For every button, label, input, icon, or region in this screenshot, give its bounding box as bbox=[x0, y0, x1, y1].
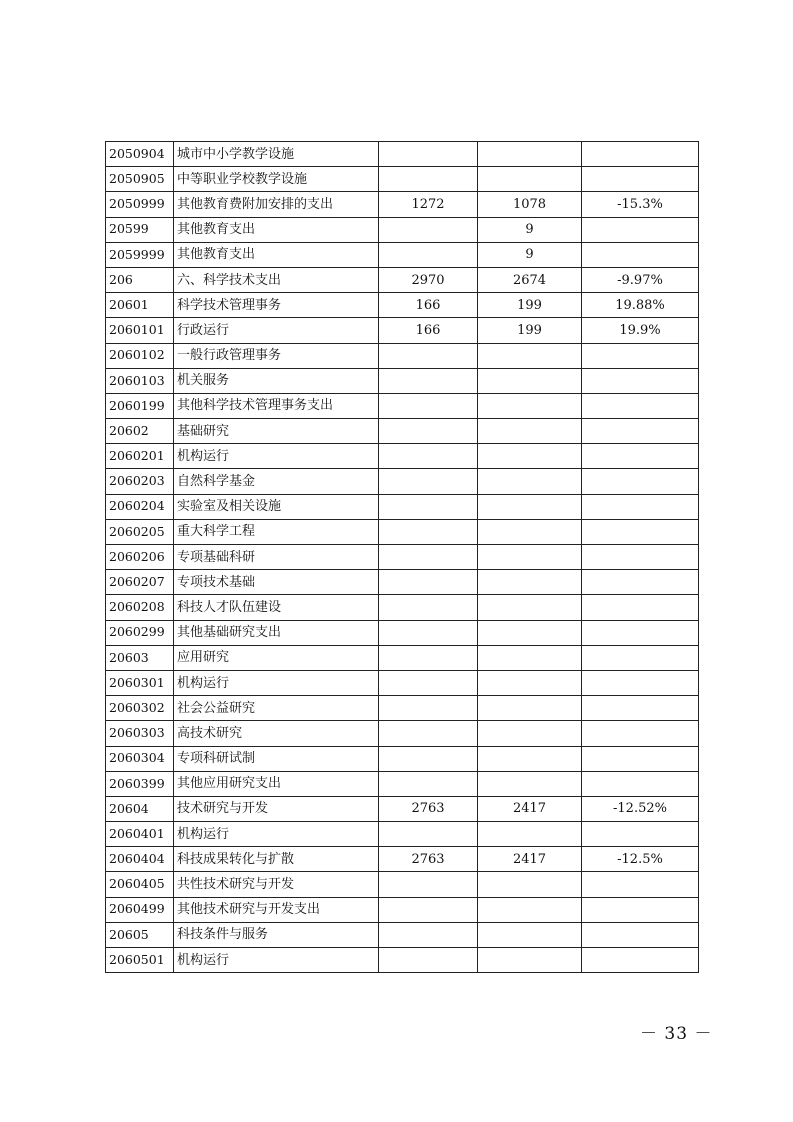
change-percent-cell bbox=[582, 368, 699, 393]
item-name-cell: 中等职业学校教学设施 bbox=[174, 167, 379, 192]
item-code-cell: 2060404 bbox=[106, 847, 174, 872]
page-number: － 33 － bbox=[640, 1024, 713, 1044]
table-row bbox=[106, 545, 699, 570]
value-cell-2 bbox=[478, 948, 582, 973]
item-name-cell: 一般行政管理事务 bbox=[174, 343, 379, 368]
value-cell-2 bbox=[478, 645, 582, 670]
item-name-cell: 机构运行 bbox=[174, 948, 379, 973]
item-name-cell: 应用研究 bbox=[174, 645, 379, 670]
value-cell-2 bbox=[478, 545, 582, 570]
item-name-cell: 基础研究 bbox=[174, 419, 379, 444]
item-code-cell: 2060203 bbox=[106, 469, 174, 494]
item-code-cell: 2060499 bbox=[106, 897, 174, 922]
item-code-cell: 2060208 bbox=[106, 595, 174, 620]
table-body bbox=[106, 142, 699, 973]
table-row bbox=[106, 796, 699, 821]
value-cell-1 bbox=[379, 142, 478, 167]
value-cell-2 bbox=[478, 620, 582, 645]
item-name-cell: 重大科学工程 bbox=[174, 519, 379, 544]
item-name-cell: 其他技术研究与开发支出 bbox=[174, 897, 379, 922]
change-percent-cell bbox=[582, 393, 699, 418]
table-row bbox=[106, 620, 699, 645]
value-cell-1 bbox=[379, 419, 478, 444]
value-cell-1 bbox=[379, 771, 478, 796]
value-cell-2 bbox=[478, 771, 582, 796]
table-row bbox=[106, 872, 699, 897]
value-cell-2 bbox=[478, 519, 582, 544]
value-cell-2 bbox=[478, 696, 582, 721]
value-cell-1 bbox=[379, 670, 478, 695]
item-code-cell: 20605 bbox=[106, 922, 174, 947]
value-cell-1: 2763 bbox=[379, 796, 478, 821]
change-percent-cell: 19.9% bbox=[582, 318, 699, 343]
item-code-cell: 2060301 bbox=[106, 670, 174, 695]
item-code-cell: 20602 bbox=[106, 419, 174, 444]
item-code-cell: 2060399 bbox=[106, 771, 174, 796]
item-code-cell: 2060304 bbox=[106, 746, 174, 771]
item-name-cell: 科技成果转化与扩散 bbox=[174, 847, 379, 872]
value-cell-2 bbox=[478, 670, 582, 695]
item-code-cell: 2060101 bbox=[106, 318, 174, 343]
value-cell-1: 1272 bbox=[379, 192, 478, 217]
item-code-cell: 2060199 bbox=[106, 393, 174, 418]
table-row bbox=[106, 419, 699, 444]
value-cell-2 bbox=[478, 343, 582, 368]
item-code-cell: 2060204 bbox=[106, 494, 174, 519]
item-name-cell: 科技条件与服务 bbox=[174, 922, 379, 947]
item-name-cell: 科技人才队伍建设 bbox=[174, 595, 379, 620]
item-code-cell: 2050999 bbox=[106, 192, 174, 217]
value-cell-1 bbox=[379, 393, 478, 418]
item-code-cell: 2060206 bbox=[106, 545, 174, 570]
value-cell-1 bbox=[379, 570, 478, 595]
item-code-cell: 2059999 bbox=[106, 242, 174, 267]
item-name-cell: 其他应用研究支出 bbox=[174, 771, 379, 796]
table-row bbox=[106, 192, 699, 217]
item-code-cell: 206 bbox=[106, 267, 174, 292]
change-percent-cell bbox=[582, 419, 699, 444]
item-name-cell: 社会公益研究 bbox=[174, 696, 379, 721]
item-name-cell: 其他教育费附加安排的支出 bbox=[174, 192, 379, 217]
value-cell-1 bbox=[379, 343, 478, 368]
value-cell-2 bbox=[478, 142, 582, 167]
table-row bbox=[106, 444, 699, 469]
item-code-cell: 2060103 bbox=[106, 368, 174, 393]
item-code-cell: 2060501 bbox=[106, 948, 174, 973]
change-percent-cell: -15.3% bbox=[582, 192, 699, 217]
item-code-cell: 20603 bbox=[106, 645, 174, 670]
change-percent-cell bbox=[582, 746, 699, 771]
table-row bbox=[106, 167, 699, 192]
table-row bbox=[106, 142, 699, 167]
item-code-cell: 2060205 bbox=[106, 519, 174, 544]
table-row bbox=[106, 267, 699, 292]
item-code-cell: 2060102 bbox=[106, 343, 174, 368]
item-code-cell: 20599 bbox=[106, 217, 174, 242]
value-cell-1 bbox=[379, 444, 478, 469]
item-name-cell: 技术研究与开发 bbox=[174, 796, 379, 821]
value-cell-2 bbox=[478, 897, 582, 922]
item-name-cell: 其他教育支出 bbox=[174, 217, 379, 242]
item-name-cell: 机构运行 bbox=[174, 444, 379, 469]
table-row bbox=[106, 670, 699, 695]
item-code-cell: 2060207 bbox=[106, 570, 174, 595]
change-percent-cell bbox=[582, 897, 699, 922]
table-row bbox=[106, 922, 699, 947]
value-cell-2 bbox=[478, 167, 582, 192]
value-cell-2 bbox=[478, 872, 582, 897]
value-cell-1 bbox=[379, 595, 478, 620]
value-cell-1 bbox=[379, 242, 478, 267]
item-code-cell: 2050905 bbox=[106, 167, 174, 192]
table-row bbox=[106, 570, 699, 595]
change-percent-cell bbox=[582, 469, 699, 494]
value-cell-1 bbox=[379, 368, 478, 393]
table-row bbox=[106, 948, 699, 973]
value-cell-2 bbox=[478, 746, 582, 771]
value-cell-1 bbox=[379, 167, 478, 192]
value-cell-1 bbox=[379, 822, 478, 847]
item-name-cell: 机构运行 bbox=[174, 822, 379, 847]
value-cell-2: 199 bbox=[478, 318, 582, 343]
value-cell-1: 166 bbox=[379, 318, 478, 343]
item-name-cell: 机构运行 bbox=[174, 670, 379, 695]
change-percent-cell bbox=[582, 217, 699, 242]
value-cell-1 bbox=[379, 948, 478, 973]
item-name-cell: 高技术研究 bbox=[174, 721, 379, 746]
value-cell-2: 2674 bbox=[478, 267, 582, 292]
table-row bbox=[106, 847, 699, 872]
value-cell-2: 9 bbox=[478, 242, 582, 267]
table-row bbox=[106, 318, 699, 343]
value-cell-2 bbox=[478, 393, 582, 418]
table-row bbox=[106, 217, 699, 242]
change-percent-cell bbox=[582, 595, 699, 620]
value-cell-1: 2970 bbox=[379, 267, 478, 292]
item-code-cell: 2060299 bbox=[106, 620, 174, 645]
item-name-cell: 专项技术基础 bbox=[174, 570, 379, 595]
value-cell-2: 9 bbox=[478, 217, 582, 242]
value-cell-1 bbox=[379, 469, 478, 494]
change-percent-cell bbox=[582, 670, 699, 695]
table-row bbox=[106, 721, 699, 746]
item-name-cell: 其他基础研究支出 bbox=[174, 620, 379, 645]
change-percent-cell: 19.88% bbox=[582, 293, 699, 318]
change-percent-cell bbox=[582, 948, 699, 973]
table-row bbox=[106, 494, 699, 519]
value-cell-2 bbox=[478, 822, 582, 847]
item-name-cell: 六、科学技术支出 bbox=[174, 267, 379, 292]
table-row bbox=[106, 343, 699, 368]
item-name-cell: 其他教育支出 bbox=[174, 242, 379, 267]
table-row bbox=[106, 293, 699, 318]
item-code-cell: 2060303 bbox=[106, 721, 174, 746]
table-row bbox=[106, 645, 699, 670]
change-percent-cell: -12.5% bbox=[582, 847, 699, 872]
item-name-cell: 实验室及相关设施 bbox=[174, 494, 379, 519]
item-code-cell: 20601 bbox=[106, 293, 174, 318]
table-row bbox=[106, 696, 699, 721]
change-percent-cell bbox=[582, 922, 699, 947]
table-row bbox=[106, 368, 699, 393]
value-cell-2: 2417 bbox=[478, 847, 582, 872]
value-cell-1 bbox=[379, 721, 478, 746]
change-percent-cell bbox=[582, 822, 699, 847]
value-cell-2: 2417 bbox=[478, 796, 582, 821]
value-cell-1 bbox=[379, 620, 478, 645]
value-cell-2: 199 bbox=[478, 293, 582, 318]
change-percent-cell bbox=[582, 620, 699, 645]
table-row bbox=[106, 519, 699, 544]
value-cell-1: 166 bbox=[379, 293, 478, 318]
value-cell-1 bbox=[379, 746, 478, 771]
value-cell-1 bbox=[379, 922, 478, 947]
budget-table bbox=[105, 141, 699, 973]
change-percent-cell bbox=[582, 645, 699, 670]
table-row bbox=[106, 595, 699, 620]
table-row bbox=[106, 242, 699, 267]
table-row bbox=[106, 822, 699, 847]
item-name-cell: 科学技术管理事务 bbox=[174, 293, 379, 318]
value-cell-1 bbox=[379, 897, 478, 922]
value-cell-1 bbox=[379, 645, 478, 670]
value-cell-2 bbox=[478, 444, 582, 469]
table-row bbox=[106, 469, 699, 494]
item-name-cell: 行政运行 bbox=[174, 318, 379, 343]
change-percent-cell bbox=[582, 545, 699, 570]
value-cell-2: 1078 bbox=[478, 192, 582, 217]
value-cell-1 bbox=[379, 519, 478, 544]
value-cell-1 bbox=[379, 872, 478, 897]
value-cell-1 bbox=[379, 494, 478, 519]
item-name-cell: 专项基础科研 bbox=[174, 545, 379, 570]
item-code-cell: 20604 bbox=[106, 796, 174, 821]
change-percent-cell bbox=[582, 519, 699, 544]
value-cell-1 bbox=[379, 545, 478, 570]
value-cell-2 bbox=[478, 721, 582, 746]
change-percent-cell bbox=[582, 167, 699, 192]
item-name-cell: 自然科学基金 bbox=[174, 469, 379, 494]
value-cell-2 bbox=[478, 922, 582, 947]
item-code-cell: 2060201 bbox=[106, 444, 174, 469]
change-percent-cell bbox=[582, 872, 699, 897]
item-name-cell: 其他科学技术管理事务支出 bbox=[174, 393, 379, 418]
table-row bbox=[106, 746, 699, 771]
value-cell-1: 2763 bbox=[379, 847, 478, 872]
item-name-cell: 专项科研试制 bbox=[174, 746, 379, 771]
value-cell-1 bbox=[379, 217, 478, 242]
table-row bbox=[106, 393, 699, 418]
value-cell-2 bbox=[478, 368, 582, 393]
item-code-cell: 2060405 bbox=[106, 872, 174, 897]
change-percent-cell bbox=[582, 444, 699, 469]
item-code-cell: 2060302 bbox=[106, 696, 174, 721]
item-code-cell: 2060401 bbox=[106, 822, 174, 847]
change-percent-cell bbox=[582, 771, 699, 796]
value-cell-2 bbox=[478, 419, 582, 444]
change-percent-cell bbox=[582, 242, 699, 267]
item-name-cell: 机关服务 bbox=[174, 368, 379, 393]
table-row bbox=[106, 771, 699, 796]
change-percent-cell bbox=[582, 343, 699, 368]
value-cell-2 bbox=[478, 570, 582, 595]
value-cell-1 bbox=[379, 696, 478, 721]
item-code-cell: 2050904 bbox=[106, 142, 174, 167]
table-row bbox=[106, 897, 699, 922]
value-cell-2 bbox=[478, 469, 582, 494]
item-name-cell: 共性技术研究与开发 bbox=[174, 872, 379, 897]
change-percent-cell bbox=[582, 494, 699, 519]
change-percent-cell: -9.97% bbox=[582, 267, 699, 292]
value-cell-2 bbox=[478, 595, 582, 620]
change-percent-cell bbox=[582, 142, 699, 167]
change-percent-cell: -12.52% bbox=[582, 796, 699, 821]
change-percent-cell bbox=[582, 721, 699, 746]
value-cell-2 bbox=[478, 494, 582, 519]
change-percent-cell bbox=[582, 570, 699, 595]
item-name-cell: 城市中小学教学设施 bbox=[174, 142, 379, 167]
change-percent-cell bbox=[582, 696, 699, 721]
